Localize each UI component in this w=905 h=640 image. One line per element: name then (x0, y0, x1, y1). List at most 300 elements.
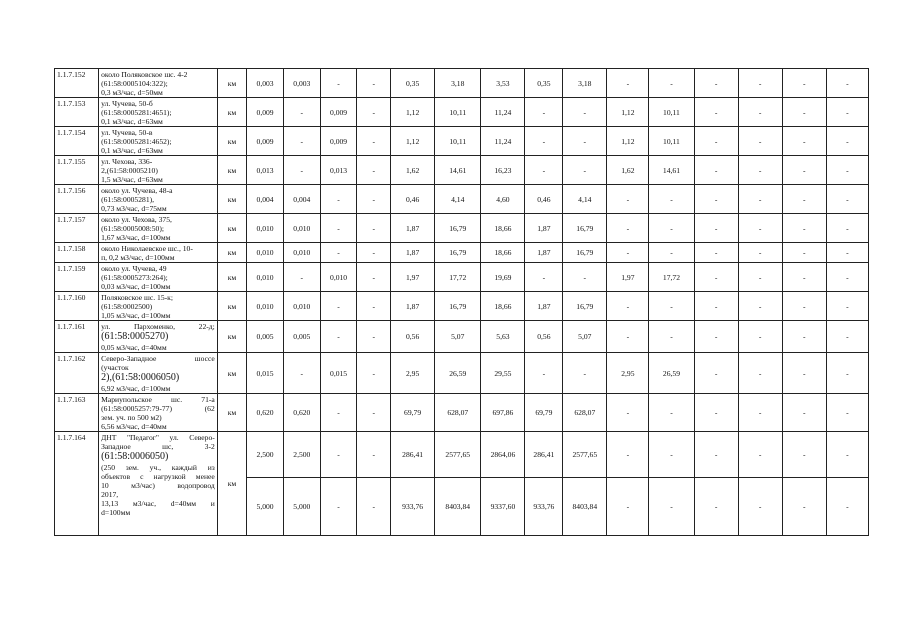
table-row (55, 394, 869, 432)
value-cell: - (694, 243, 738, 263)
description-cell (99, 292, 218, 321)
description-line: зем. уч. по 500 м2) (101, 413, 162, 422)
value-cell: - (357, 292, 391, 321)
value-cell: 4,60 (481, 185, 525, 214)
value-cell: 1,87 (525, 214, 563, 243)
value-cell: 3,18 (435, 69, 481, 98)
description-cell (99, 185, 218, 214)
value-cell: 10,11 (649, 98, 694, 127)
value-cell: - (826, 432, 868, 478)
value-cell: - (357, 243, 391, 263)
value-cell: 16,79 (563, 214, 607, 243)
value-cell: 4,14 (563, 185, 607, 214)
value-cell: - (525, 263, 563, 292)
value-cell: - (563, 353, 607, 394)
value-cell: 0,46 (391, 185, 435, 214)
value-cell: 1,12 (607, 98, 649, 127)
value-cell: - (694, 127, 738, 156)
description-cell (99, 214, 218, 243)
value-cell: 1,62 (607, 156, 649, 185)
value-cell: 933,76 (391, 478, 435, 536)
value-cell: - (283, 98, 320, 127)
description-line: около Поляковское шс. 4-2 (101, 70, 188, 79)
value-cell: 10,11 (435, 127, 481, 156)
description-line: 1,5 м3/час, d=63мм (101, 175, 163, 184)
value-cell: - (320, 243, 357, 263)
value-cell: - (694, 478, 738, 536)
value-cell: - (607, 185, 649, 214)
description-line: около ул. Чучева, 49 (101, 264, 167, 273)
value-cell: - (357, 432, 391, 478)
table-row (55, 263, 869, 292)
value-cell: - (649, 243, 694, 263)
description-line: 10 м3/час) водопровод (101, 481, 215, 490)
value-cell: 10,11 (649, 127, 694, 156)
value-cell: - (738, 69, 782, 98)
value-cell: 5,07 (435, 321, 481, 353)
value-cell: 19,69 (481, 263, 525, 292)
value-cell: - (357, 98, 391, 127)
table-row (55, 214, 869, 243)
value-cell: 0,010 (247, 214, 284, 243)
value-cell: 286,41 (391, 432, 435, 478)
value-cell: - (357, 263, 391, 292)
description-cell (99, 321, 218, 353)
value-cell: - (607, 394, 649, 432)
value-cell: - (320, 69, 357, 98)
value-cell: - (607, 292, 649, 321)
value-cell: - (694, 292, 738, 321)
value-cell: - (649, 292, 694, 321)
value-cell: 3,53 (481, 69, 525, 98)
value-cell: - (607, 243, 649, 263)
value-cell: - (563, 127, 607, 156)
value-cell: 1,87 (525, 243, 563, 263)
value-cell: 5,63 (481, 321, 525, 353)
value-cell: - (607, 321, 649, 353)
value-cell: - (694, 214, 738, 243)
value-cell: 697,86 (481, 394, 525, 432)
value-cell: - (782, 321, 826, 353)
description-line: 6,56 м3/час, d=40мм (101, 422, 167, 431)
value-cell: - (357, 321, 391, 353)
description-line: 0,05 м3/час, d=40мм (101, 343, 167, 352)
value-cell: 628,07 (563, 394, 607, 432)
value-cell: - (563, 263, 607, 292)
value-cell: - (782, 127, 826, 156)
value-cell: 0,620 (283, 394, 320, 432)
value-cell: 1,12 (391, 127, 435, 156)
description-line: (61:58:0005281), (101, 195, 155, 204)
value-cell: 5,000 (247, 478, 284, 536)
row-number: 1.1.7.160 (55, 292, 99, 321)
value-cell: 0,015 (320, 353, 357, 394)
value-cell: - (320, 432, 357, 478)
description-line: Мариупольское шс. 71-а (101, 395, 215, 404)
value-cell: 1,87 (391, 243, 435, 263)
value-cell: - (826, 394, 868, 432)
value-cell: - (782, 478, 826, 536)
value-cell: 0,010 (320, 263, 357, 292)
description-line: Западное шс, 3-2 (101, 442, 215, 451)
value-cell: - (357, 353, 391, 394)
value-cell: - (782, 185, 826, 214)
value-cell: - (320, 185, 357, 214)
value-cell: - (738, 353, 782, 394)
description-line: 0,03 м3/час, d=100мм (101, 282, 171, 291)
value-cell: 18,66 (481, 243, 525, 263)
value-cell: - (782, 353, 826, 394)
value-cell: 2577,65 (563, 432, 607, 478)
value-cell: - (694, 156, 738, 185)
value-cell: - (649, 321, 694, 353)
value-cell: 18,66 (481, 214, 525, 243)
value-cell: 2864,06 (481, 432, 525, 478)
value-cell: - (525, 127, 563, 156)
value-cell: 69,79 (391, 394, 435, 432)
unit-cell: км (217, 353, 246, 394)
value-cell: 26,59 (435, 353, 481, 394)
value-cell: 1,97 (391, 263, 435, 292)
unit-cell: км (217, 394, 246, 432)
description-line: 1,05 м3/час, d=100мм (101, 311, 171, 320)
value-cell: 0,013 (247, 156, 284, 185)
table-row (55, 243, 869, 263)
value-cell: - (694, 394, 738, 432)
table-row (55, 98, 869, 127)
unit-cell: км (217, 243, 246, 263)
unit-cell: км (217, 321, 246, 353)
value-cell: - (782, 432, 826, 478)
value-cell: - (357, 214, 391, 243)
value-cell: - (738, 243, 782, 263)
unit-cell: км (217, 156, 246, 185)
value-cell: - (782, 98, 826, 127)
description-line: 6,92 м3/час, d=100мм (101, 384, 171, 393)
value-cell: - (738, 292, 782, 321)
value-cell: - (649, 394, 694, 432)
value-cell: 10,11 (435, 98, 481, 127)
value-cell: 1,97 (607, 263, 649, 292)
value-cell: 0,003 (283, 69, 320, 98)
description-line: около ул. Чучева, 48-а (101, 186, 173, 195)
unit-cell: км (217, 98, 246, 127)
value-cell: - (357, 156, 391, 185)
row-number: 1.1.7.152 (55, 69, 99, 98)
value-cell: 0,010 (247, 263, 284, 292)
value-cell: 1,12 (607, 127, 649, 156)
description-line: (61:58:0005008:50); (101, 224, 164, 233)
description-cell (99, 127, 218, 156)
value-cell: 0,010 (283, 243, 320, 263)
value-cell: - (738, 321, 782, 353)
description-line: (участок (101, 363, 129, 372)
value-cell: - (649, 214, 694, 243)
row-number: 1.1.7.155 (55, 156, 99, 185)
row-number: 1.1.7.154 (55, 127, 99, 156)
value-cell: 8403,84 (563, 478, 607, 536)
description-line: 0,73 м3/час, d=75мм (101, 204, 167, 213)
description-line: (61:58:0006050) (101, 451, 169, 462)
value-cell: - (283, 263, 320, 292)
unit-cell: км (217, 69, 246, 98)
value-cell: - (738, 127, 782, 156)
value-cell: - (738, 478, 782, 536)
table-row (55, 127, 869, 156)
value-cell: 0,013 (320, 156, 357, 185)
value-cell: 29,55 (481, 353, 525, 394)
value-cell: - (357, 69, 391, 98)
value-cell: - (320, 321, 357, 353)
description-line: 2017, (101, 490, 119, 499)
value-cell: 16,79 (435, 243, 481, 263)
row-number: 1.1.7.157 (55, 214, 99, 243)
value-cell: 16,79 (435, 292, 481, 321)
value-cell: - (738, 156, 782, 185)
value-cell: - (357, 478, 391, 536)
description-line: 1,67 м3/час, d=100мм (101, 233, 171, 242)
description-line: (61:58:0005273:264); (101, 273, 168, 282)
value-cell: - (738, 432, 782, 478)
value-cell: 4,14 (435, 185, 481, 214)
description-line: (250 зем. уч., каждый из (101, 463, 215, 472)
value-cell: 3,18 (563, 69, 607, 98)
value-cell: - (826, 292, 868, 321)
row-number: 1.1.7.156 (55, 185, 99, 214)
value-cell: - (649, 185, 694, 214)
value-cell: - (738, 214, 782, 243)
value-cell: 2,95 (391, 353, 435, 394)
value-cell: 1,87 (391, 292, 435, 321)
description-line: ДНТ "Педагог" ул. Северо- (101, 433, 215, 442)
value-cell: - (738, 394, 782, 432)
value-cell: 0,009 (247, 127, 284, 156)
description-line: (61:58:0005270) (101, 331, 169, 342)
value-cell: - (357, 185, 391, 214)
description-line: (61:58:0005281:4652); (101, 137, 172, 146)
value-cell: 16,79 (563, 243, 607, 263)
value-cell: 8403,84 (435, 478, 481, 536)
value-cell: 0,35 (391, 69, 435, 98)
table-row (55, 69, 869, 98)
value-cell: - (826, 243, 868, 263)
description-line: 2),(61:58:0006050) (101, 372, 180, 383)
value-cell: - (525, 353, 563, 394)
unit-cell: км (217, 127, 246, 156)
value-cell: - (525, 98, 563, 127)
value-cell: - (607, 432, 649, 478)
description-cell (99, 263, 218, 292)
row-number: 1.1.7.159 (55, 263, 99, 292)
value-cell: 5,000 (283, 478, 320, 536)
value-cell: - (782, 243, 826, 263)
description-cell (99, 156, 218, 185)
value-cell: - (320, 478, 357, 536)
value-cell: 0,620 (247, 394, 284, 432)
value-cell: 1,12 (391, 98, 435, 127)
value-cell: 14,61 (649, 156, 694, 185)
value-cell: - (694, 98, 738, 127)
row-number: 1.1.7.163 (55, 394, 99, 432)
description-line: Северо-Западное шоссе (101, 354, 215, 363)
value-cell: - (782, 156, 826, 185)
value-cell: 0,35 (525, 69, 563, 98)
description-line: ул. Чучева, 50-в (101, 128, 153, 137)
value-cell: - (694, 321, 738, 353)
description-line: объектов с нагрузкой менее (101, 472, 215, 481)
value-cell: - (563, 98, 607, 127)
row-number: 1.1.7.153 (55, 98, 99, 127)
description-cell (99, 243, 218, 263)
value-cell: 628,07 (435, 394, 481, 432)
value-cell: - (607, 69, 649, 98)
description-cell (99, 432, 218, 536)
value-cell: - (694, 432, 738, 478)
table-row (55, 321, 869, 353)
value-cell: - (694, 263, 738, 292)
value-cell: - (738, 98, 782, 127)
value-cell: - (563, 156, 607, 185)
value-cell: 9337,60 (481, 478, 525, 536)
unit-cell: км (217, 263, 246, 292)
description-cell (99, 98, 218, 127)
value-cell: - (826, 69, 868, 98)
description-cell (99, 353, 218, 394)
value-cell: - (283, 156, 320, 185)
value-cell: - (525, 156, 563, 185)
description-line: 13,13 м3/час, d=40мм и (101, 499, 215, 508)
unit-cell: км (217, 432, 246, 536)
value-cell: 69,79 (525, 394, 563, 432)
value-cell: 0,005 (283, 321, 320, 353)
value-cell: - (826, 185, 868, 214)
value-cell: 0,56 (391, 321, 435, 353)
description-line: (61:58:0005257:79-77) (62 (101, 404, 215, 413)
description-line: Поляковское шс. 15-к; (101, 293, 173, 302)
value-cell: - (649, 432, 694, 478)
description-cell (99, 69, 218, 98)
value-cell: - (357, 394, 391, 432)
value-cell: 0,004 (247, 185, 284, 214)
value-cell: 17,72 (435, 263, 481, 292)
value-cell: 11,24 (481, 127, 525, 156)
description-line: около Николаевское шс., 10- (101, 244, 193, 253)
table-row (55, 156, 869, 185)
value-cell: - (826, 156, 868, 185)
value-cell: 5,07 (563, 321, 607, 353)
description-cell (99, 394, 218, 432)
table-row (55, 292, 869, 321)
description-line: 0,1 м3/час, d=63мм (101, 117, 163, 126)
value-cell: 2,500 (247, 432, 284, 478)
value-cell: 0,010 (283, 214, 320, 243)
value-cell: 0,015 (247, 353, 284, 394)
value-cell: 0,005 (247, 321, 284, 353)
value-cell: - (782, 69, 826, 98)
row-number: 1.1.7.164 (55, 432, 99, 536)
value-cell: - (320, 292, 357, 321)
value-cell: - (826, 353, 868, 394)
value-cell: 0,009 (320, 127, 357, 156)
value-cell: - (782, 394, 826, 432)
description-line: 0,1 м3/час, d=63мм (101, 146, 163, 155)
value-cell: 0,003 (247, 69, 284, 98)
value-cell: - (607, 478, 649, 536)
value-cell: - (694, 185, 738, 214)
value-cell: 2577,65 (435, 432, 481, 478)
value-cell: 2,500 (283, 432, 320, 478)
value-cell: - (357, 127, 391, 156)
value-cell: 2,95 (607, 353, 649, 394)
value-cell: - (738, 263, 782, 292)
table-row (55, 353, 869, 394)
description-line: п, 0,2 м3/час, d=100мм (101, 253, 175, 262)
description-line: ул. Чехова, 336- (101, 157, 153, 166)
value-cell: 0,009 (320, 98, 357, 127)
description-line: 0,3 м3/час, d=50мм (101, 88, 163, 97)
value-cell: - (826, 214, 868, 243)
value-cell: 16,79 (435, 214, 481, 243)
row-number: 1.1.7.158 (55, 243, 99, 263)
value-cell: 17,72 (649, 263, 694, 292)
value-cell: - (782, 292, 826, 321)
value-cell: - (649, 69, 694, 98)
value-cell: 0,56 (525, 321, 563, 353)
value-cell: - (283, 127, 320, 156)
value-cell: - (649, 478, 694, 536)
table-body (55, 69, 869, 536)
value-cell: 286,41 (525, 432, 563, 478)
value-cell: 26,59 (649, 353, 694, 394)
table-row (55, 432, 869, 478)
description-line: ул. Чучева, 50-б (101, 99, 153, 108)
value-cell: - (826, 321, 868, 353)
value-cell: - (826, 478, 868, 536)
value-cell: - (694, 69, 738, 98)
value-cell: 0,010 (247, 292, 284, 321)
value-cell: 1,62 (391, 156, 435, 185)
value-cell: - (826, 263, 868, 292)
value-cell: - (826, 127, 868, 156)
value-cell: 0,009 (247, 98, 284, 127)
value-cell: - (782, 214, 826, 243)
value-cell: 18,66 (481, 292, 525, 321)
unit-cell: км (217, 292, 246, 321)
value-cell: - (320, 214, 357, 243)
description-line: (61:58:0005104:322); (101, 79, 168, 88)
pipeline-table (54, 68, 869, 536)
description-line: 2,(61:58:0005210) (101, 166, 158, 175)
value-cell: - (694, 353, 738, 394)
description-line: (61:58:0002500) (101, 302, 153, 311)
value-cell: 16,23 (481, 156, 525, 185)
value-cell: 1,87 (391, 214, 435, 243)
table-row (55, 185, 869, 214)
value-cell: 0,004 (283, 185, 320, 214)
value-cell: - (826, 98, 868, 127)
row-number: 1.1.7.162 (55, 353, 99, 394)
value-cell: - (320, 394, 357, 432)
value-cell: - (607, 214, 649, 243)
description-line: d=100мм (101, 508, 131, 517)
value-cell: 11,24 (481, 98, 525, 127)
value-cell: 0,46 (525, 185, 563, 214)
value-cell: 0,010 (283, 292, 320, 321)
description-line: (61:58:0005281:4651); (101, 108, 172, 117)
description-line: около ул. Чехова, 375, (101, 215, 172, 224)
value-cell: 1,87 (525, 292, 563, 321)
row-number: 1.1.7.161 (55, 321, 99, 353)
